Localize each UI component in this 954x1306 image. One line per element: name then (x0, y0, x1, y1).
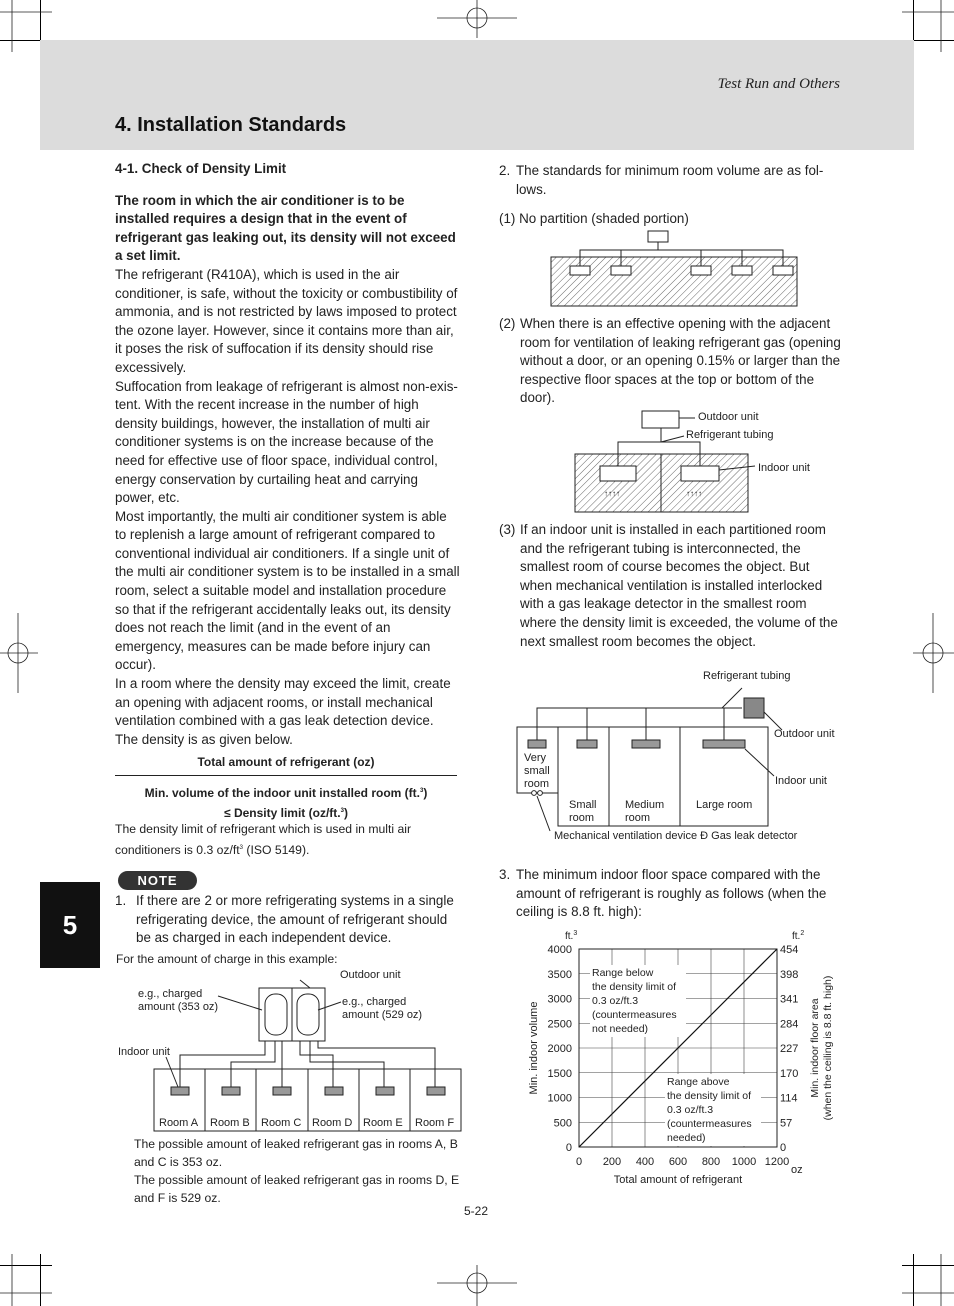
room-label: Room C (261, 1117, 302, 1129)
outdoor-unit-label: Outdoor unit (340, 969, 401, 981)
y-tick-label: 3500 (547, 968, 572, 981)
x-tick-label: 1200 (764, 1156, 790, 1168)
note-badge: NOTE (118, 871, 197, 890)
refrigerant-tubing-label: Refrigerant tubing (686, 429, 774, 441)
annotation-line: not needed) (592, 1023, 649, 1035)
paragraph: Most importantly, the multi air conditioner system is able to replenish a large amount of refrigerant compared to conventional individual air conditioners. If a single unit of the multi air conditioner system is to be installed in a small room, select a suitable model and installation procedure so that if the refrigerant accidentally leaks out, its density does not reach the limit (and in the event of an emergency, measures can be made before injury can occur). (115, 508, 460, 673)
case-1-label: (1) No partition (shaded portion) (499, 211, 689, 227)
very-small-room-label: Very small room (524, 752, 550, 790)
annotation-line: 0.3 oz/ft.3 (667, 1104, 714, 1116)
room-label: Room A (159, 1117, 199, 1129)
y2-tick-label: 398 (780, 968, 799, 981)
y-tick-label: 1000 (547, 1092, 572, 1105)
section-title: Test Run and Others (717, 76, 840, 92)
y-tick-label: 0 (565, 1142, 572, 1154)
y-tick-label: 500 (553, 1117, 572, 1130)
list-item: 2. The standards for minimum room volume are as fol-lows. (499, 163, 824, 197)
indoor-unit-label: Indoor unit (758, 462, 810, 474)
annotation-line: the density limit of (592, 981, 677, 993)
leak-note: The possible amount of leaked refrigerant gas in rooms A, B and C is 353 oz. (134, 1137, 458, 1169)
x-tick-label: 0 (575, 1156, 583, 1168)
x-tick-label: 1000 (731, 1156, 757, 1168)
y2-axis-label: Min. indoor floor area (809, 998, 821, 1098)
room-label: Room D (312, 1117, 353, 1129)
leak-note: The possible amount of leaked refrigerant gas in rooms D, E and F is 529 oz. (134, 1173, 460, 1205)
charge-example-label: For the amount of charge in this example: (116, 952, 338, 966)
y-tick-label: 4000 (547, 944, 572, 956)
y-axis-label: Min. indoor volume (528, 1001, 540, 1095)
y2-tick-label: 341 (780, 993, 799, 1006)
outdoor-unit-label: Outdoor unit (698, 411, 759, 423)
charged-amount-left: e.g., charged amount (353 oz) (138, 988, 219, 1013)
y-tick-label: 3000 (547, 993, 572, 1006)
paragraph: In a room where the density may exceed the limit, create an opening with adjacent rooms, or install mechanical ventilation combined with a gas leak detection device. (115, 676, 451, 729)
annotation-above (665, 1074, 761, 1146)
y-tick-label: 1500 (547, 1067, 572, 1080)
formula-numerator: Total amount of refrigerant (oz) (115, 755, 457, 776)
y2-tick-label: 227 (780, 1043, 799, 1055)
x-tick-label: 600 (668, 1156, 688, 1168)
y2-tick-label: 0 (780, 1142, 787, 1154)
chapter-tab: 5 (40, 882, 100, 968)
y2-axis-ticks (780, 944, 798, 1154)
charged-amount-right: e.g., charged amount (529 oz) (342, 996, 423, 1021)
ventilation-label: Mechanical ventilation device Ð Gas leak detector (554, 830, 798, 842)
outdoor-unit-label: Outdoor unit (774, 728, 835, 740)
section-subtitle: 4-1. Check of Density Limit (115, 161, 287, 176)
refrigerant-tubing-label: Refrigerant tubing (703, 670, 791, 682)
x-tick-label: 200 (602, 1156, 622, 1168)
density-limit-note: The density limit of refrigerant which is used in multi air conditioners is 0.3 $oz/ft^3$ (ISO 5149). (115, 822, 411, 858)
svg-text:↑↑↑↑: ↑↑↑↑ (604, 489, 620, 498)
y-tick-label: 2500 (547, 1018, 572, 1031)
case-2: (2) When there is an effective opening with the adjacent room for ventilation of leaking refrigerant gas (opening without a door, or an opening 0.15% or larger than the respective floor spaces at the top or bottom of the door). (499, 316, 841, 406)
indoor-unit-label: Indoor unit (775, 775, 827, 787)
annotation-line: Range below (592, 967, 654, 979)
formula-denominator: Min. volume of the indoor unit installed room (ft.$^3$) ≤ Density limit (oz/ft.$^3$) (144, 786, 428, 820)
paragraph: Suffocation from leakage of refrigerant is almost non-exis-tent. With the recent increase in the number of high density buildings, however, the installation of multi air conditioner systems is on the increase because of the need for effective use of floor space, individual control, energy conservation by curtailing heat and carrying power, etc. (115, 378, 458, 506)
annotation-line: 0.3 oz/ft.3 (592, 995, 639, 1007)
lead-paragraph: The room in which the air conditioner is to be installed requires a design that in the event of refrigerant gas leaking out, its density will not exceed a set limit. (115, 192, 456, 264)
paragraph: The refrigerant (R410A), which is used in the air conditioner, is safe, without the toxicity or combustibility of ammonia, and is not restricted by laws imposed to protect the ozone layer. However, since it contains more than air, it poses the risk of suffocation if its density should rise excessively. (115, 266, 458, 375)
annotation-line: Range above (667, 1076, 730, 1088)
y-axis-ticks (548, 944, 572, 1154)
x-unit: oz (791, 1164, 803, 1176)
annotation-line: needed) (667, 1132, 706, 1144)
room-label: Room E (363, 1117, 403, 1129)
svg-text:↑↑↑↑: ↑↑↑↑ (686, 489, 702, 498)
annotation-line: (countermeasures (667, 1118, 752, 1130)
x-tick-label: 400 (635, 1156, 655, 1168)
note-item: 1. If there are 2 or more refrigerating systems in a single refrigerating device, the amount of refrigerant should be as charged in each independent device. (115, 893, 454, 946)
y2-tick-label: 114 (780, 1092, 798, 1105)
y2-tick-label: 57 (780, 1117, 793, 1130)
room-label: Room F (415, 1117, 455, 1129)
x-tick-label: 800 (701, 1156, 721, 1168)
list-item: 3. The minimum indoor floor space compared with the amount of refrigerant is roughly as follows (when the ceiling is 8.8 ft. high): (499, 867, 827, 920)
paragraph: The density is as given below. (115, 731, 293, 747)
x-axis-ticks (576, 1156, 789, 1168)
y-tick-label: 2000 (547, 1043, 572, 1055)
y2-tick-label: 454 (780, 944, 799, 956)
y-unit: ft.$^3$ (565, 930, 578, 942)
small-room-label: Small room (569, 799, 597, 824)
room-label: Room B (210, 1117, 250, 1129)
indoor-unit-label: Indoor unit (118, 1046, 170, 1058)
annotation-below (590, 965, 686, 1037)
page-number: 5-22 (464, 1204, 489, 1218)
page-title: 4. Installation Standards (115, 114, 347, 136)
annotation-line: the density limit of (667, 1090, 752, 1102)
medium-room-label: Medium room (625, 799, 665, 824)
y2-unit: ft.$^2$ (792, 930, 805, 942)
x-axis-label: Total amount of refrigerant (613, 1174, 743, 1186)
y2-tick-label: 284 (780, 1018, 799, 1031)
large-room-label: Large room (696, 799, 753, 811)
annotation-line: (countermeasures (592, 1009, 677, 1021)
y2-tick-label: 170 (780, 1067, 799, 1080)
case-3: (3) If an indoor unit is installed in each partitioned room and the refrigerant tubing is interconnected, the smallest room of course becomes the object. But when mechanical ventilation is installed interlocked with a gas leakage detector in the smallest room where the density limit is exceeded, the volume of the next smallest room becomes the object. (499, 522, 838, 649)
y2-axis-label: (when the ceiling is 8.8 ft. high) (822, 975, 834, 1121)
